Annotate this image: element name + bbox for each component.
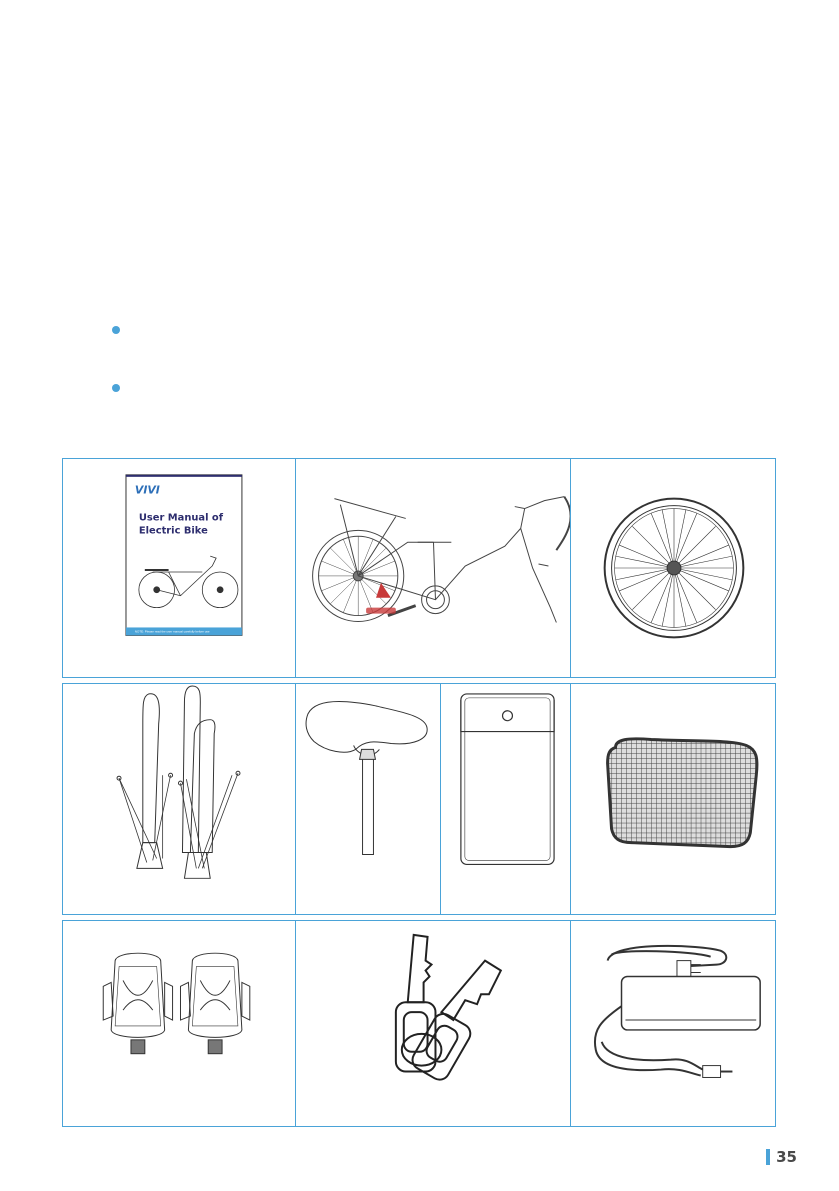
keys-illustration <box>296 921 570 1126</box>
manual-title-line1: User Manual of <box>138 512 224 524</box>
cell-keys <box>296 921 571 1126</box>
pedal-left <box>103 953 172 1054</box>
page-number-text: 35 <box>776 1148 797 1166</box>
saddle-seatpost-illustration <box>296 684 440 914</box>
phone-pouch-illustration <box>441 684 570 914</box>
manual-title-line2: Electric Bike <box>138 525 208 537</box>
user-manual-illustration <box>63 459 295 677</box>
pedals-illustration <box>63 921 295 1126</box>
cell-user-manual <box>63 459 296 677</box>
charger-illustration <box>571 921 777 1126</box>
fenders-illustration <box>63 684 295 914</box>
manual-footer-note: NOTE: Please read the user manual carefully before use <box>134 629 210 634</box>
front-wheel-illustration <box>571 459 777 677</box>
cell-fenders <box>63 684 296 914</box>
bullet-2 <box>112 384 120 392</box>
cell-phone-pouch <box>441 684 571 914</box>
cell-saddle <box>296 684 441 914</box>
pedal-right <box>180 953 249 1054</box>
bike-frame-illustration <box>296 459 570 677</box>
parts-row-1 <box>62 458 776 678</box>
cell-charger <box>571 921 777 1126</box>
basket-illustration <box>571 684 777 914</box>
parts-row-2 <box>62 683 776 915</box>
cell-bike-frame <box>296 459 571 677</box>
manual-brand-logo: VIVI <box>134 483 160 497</box>
cell-basket <box>571 684 777 914</box>
cell-pedals <box>63 921 296 1126</box>
bullet-1 <box>112 326 120 334</box>
cell-front-wheel <box>571 459 777 677</box>
parts-row-3 <box>62 920 776 1127</box>
page-number-bar <box>766 1149 770 1165</box>
page-number <box>766 1148 797 1166</box>
